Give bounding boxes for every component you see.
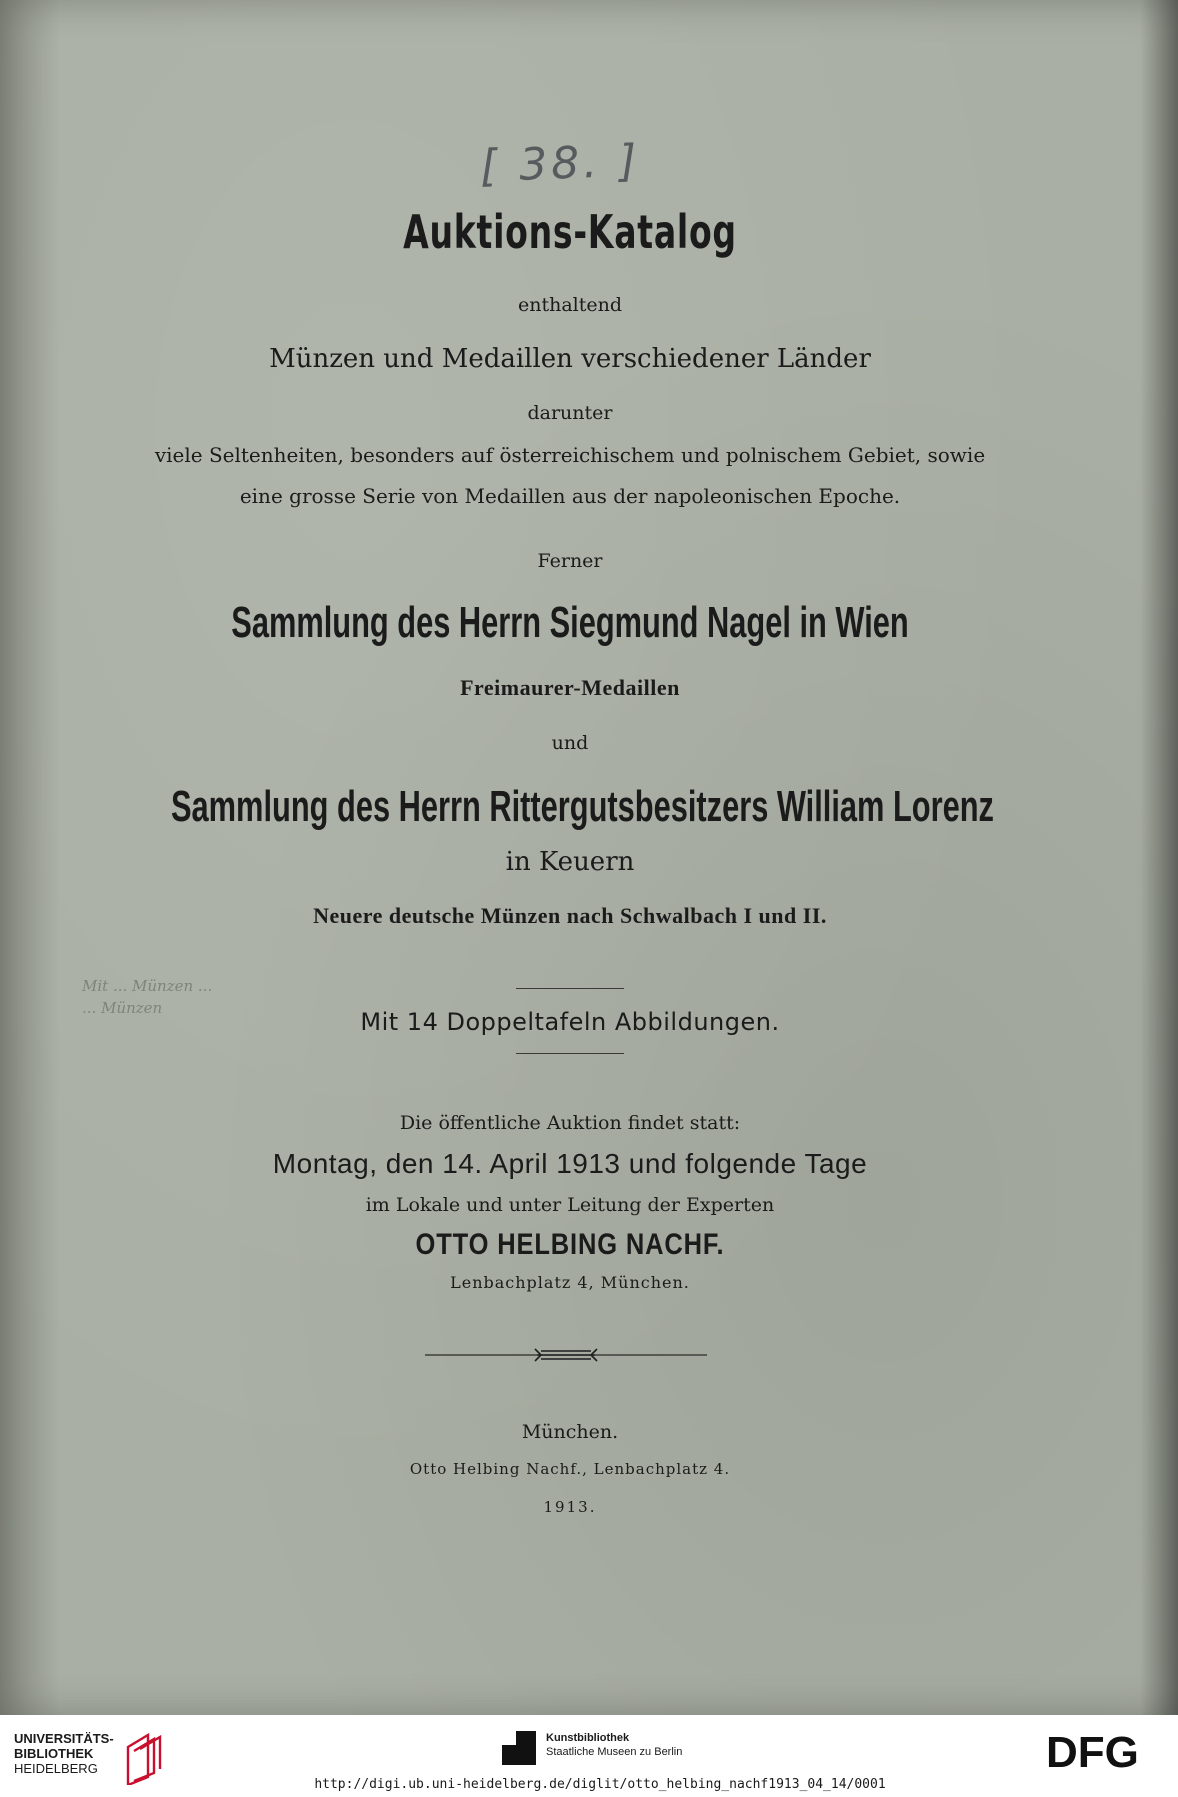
divider-bottom <box>516 1053 624 1054</box>
permalink-url[interactable]: http://digi.ub.uni-heidelberg.de/diglit/otto_helbing_nachf1913_04_14/0001 <box>314 1777 886 1792</box>
auctioneer-name: OTTO HELBING NACHF. <box>415 1228 725 1261</box>
auctioneer-address: Lenbachplatz 4, München. <box>450 1273 690 1292</box>
imprint-publisher: Otto Helbing Nachf., Lenbachplatz 4. <box>409 1460 731 1478</box>
subtitle-coins-medals: Münzen und Medaillen verschiedener Länder <box>269 344 871 374</box>
catalog-title: Auktions-Katalog <box>403 205 737 259</box>
pencil-annotation-line-1: Mit ... Münzen ... <box>82 977 213 995</box>
auction-date: Montag, den 14. April 1913 und folgende Tage <box>272 1148 868 1179</box>
ub-line-3: HEIDELBERG <box>14 1761 98 1776</box>
imprint-year: 1913. <box>543 1498 597 1516</box>
dfg-logo[interactable] <box>1046 1729 1164 1773</box>
ub-book-icon <box>122 1727 162 1785</box>
imprint-city: München. <box>521 1421 619 1443</box>
ornamental-rule <box>425 1345 707 1365</box>
description-line-2: eine grosse Serie von Medaillen aus der napoleonischen Epoche. <box>239 484 901 508</box>
page-right-edge-shadow <box>1140 0 1178 1715</box>
auction-location: im Lokale und unter Leitung der Experten <box>365 1194 775 1216</box>
kb-line-2: Staatliche Museen zu Berlin <box>546 1746 683 1758</box>
dfg-logo-text: DFG <box>1046 1729 1139 1773</box>
digitization-footer <box>0 1715 1178 1797</box>
kunstbibliothek-icon <box>502 1731 536 1765</box>
und-label: und <box>551 732 589 754</box>
handwritten-shelfmark: [ 38. ] <box>479 135 642 193</box>
collection-lorenz-subtitle: Neuere deutsche Münzen nach Schwalbach I und II. <box>313 903 827 928</box>
collection-lorenz-place: in Keuern <box>505 847 635 877</box>
ub-line-1: UNIVERSITÄTS- <box>14 1731 114 1746</box>
collection-nagel-subtitle: Freimaurer-Medaillen <box>460 675 680 700</box>
description-line-1: viele Seltenheiten, besonders auf österreichischem und polnischem Gebiet, sowie <box>154 443 986 467</box>
subtitle-darunter: darunter <box>527 402 613 424</box>
collection-lorenz-heading: Sammlung des Herrn Rittergutsbesitzers William Lorenz <box>171 782 994 831</box>
ub-heidelberg-text <box>14 1731 114 1776</box>
pencil-annotation-line-2: ... Münzen <box>82 999 163 1017</box>
kunstbibliothek-logo[interactable] <box>502 1727 722 1767</box>
auction-intro: Die öffentliche Auktion findet statt: <box>399 1112 741 1134</box>
collection-nagel-heading: Sammlung des Herrn Siegmund Nagel in Wien <box>231 598 909 647</box>
kb-line-1: Kunstbibliothek <box>546 1732 630 1744</box>
subtitle-enthaltend: enthaltend <box>517 294 623 316</box>
divider-top <box>516 988 624 989</box>
plates-note: Mit 14 Doppeltafeln Abbildungen. <box>360 1008 780 1036</box>
ferner-label: Ferner <box>537 550 603 572</box>
ub-heidelberg-logo[interactable] <box>14 1727 164 1783</box>
ub-line-2: BIBLIOTHEK <box>14 1746 94 1761</box>
kunstbibliothek-text <box>546 1731 682 1759</box>
